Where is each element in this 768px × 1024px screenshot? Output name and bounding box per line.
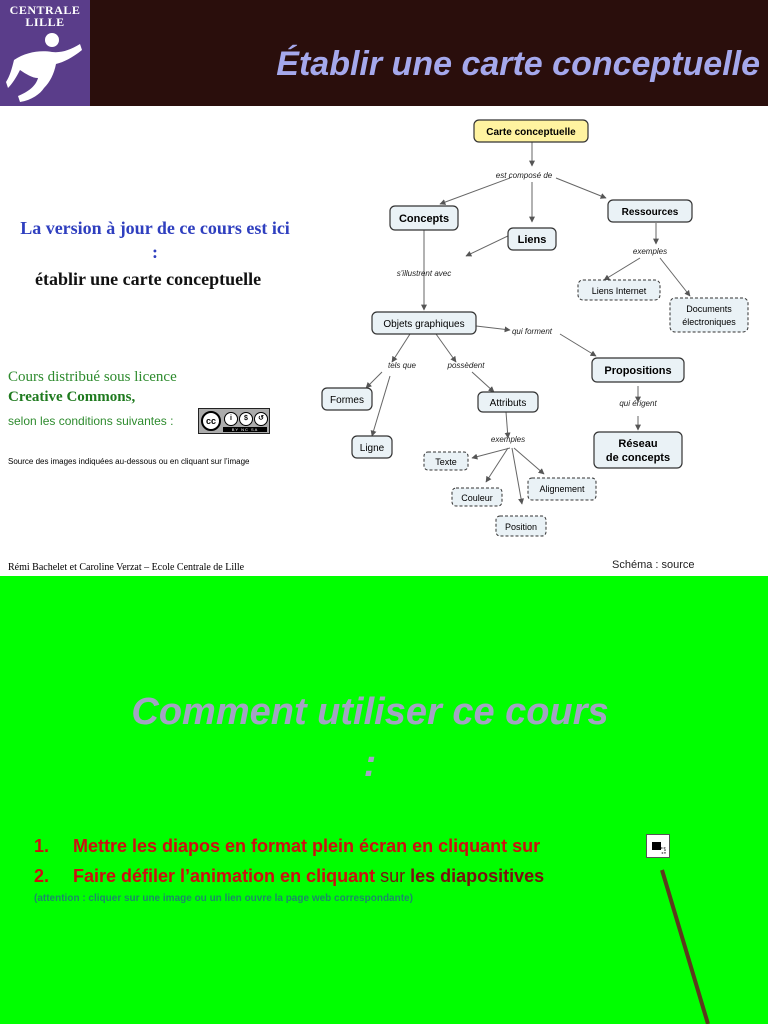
version-text: La version à jour de ce cours est ici : bbox=[20, 218, 290, 262]
authors: Rémi Bachelet et Caroline Verzat – Ecole Centrale de Lille bbox=[8, 562, 245, 573]
centrale-lille-logo[interactable] bbox=[0, 0, 90, 106]
svg-text:Réseau: Réseau bbox=[618, 438, 658, 450]
step-2-number: 2. bbox=[34, 866, 50, 886]
node-carte-conceptuelle bbox=[474, 120, 588, 142]
node-position bbox=[496, 516, 546, 536]
slide-title: Établir une carte conceptuelle bbox=[276, 45, 760, 83]
svg-text:Propositions: Propositions bbox=[604, 365, 672, 377]
cc-license-badge[interactable] bbox=[198, 408, 270, 434]
link-label-exemples-1: exemples bbox=[632, 247, 668, 256]
cc-icon: cc bbox=[201, 411, 221, 431]
svg-text:Liens Internet: Liens Internet bbox=[591, 286, 647, 296]
svg-text:Formes: Formes bbox=[330, 395, 364, 406]
step-2-text-c: les diapositives bbox=[410, 866, 545, 886]
license-line-1: Cours distribué sous licence bbox=[8, 369, 177, 385]
title-bar bbox=[0, 0, 768, 106]
node-concepts bbox=[390, 206, 458, 230]
sa-icon: ↺ bbox=[254, 412, 268, 426]
node-attributs bbox=[478, 392, 538, 412]
node-documents bbox=[670, 298, 748, 332]
node-liens bbox=[508, 228, 556, 250]
link-label-illustrent: s'illustrent avec bbox=[396, 269, 452, 278]
svg-text:Objets graphiques: Objets graphiques bbox=[383, 319, 465, 330]
svg-text:Ligne: Ligne bbox=[359, 443, 385, 454]
license-line-3: selon les conditions suivantes : bbox=[8, 414, 174, 428]
node-couleur bbox=[452, 488, 502, 506]
node-reseau-de-concepts bbox=[594, 432, 682, 468]
svg-text:de concepts: de concepts bbox=[605, 452, 671, 464]
node-formes bbox=[322, 388, 372, 410]
step-1-text: Mettre les diapos en format plein écran en cliquant sur bbox=[73, 836, 541, 856]
step-1-number: 1. bbox=[34, 836, 50, 856]
schema-source-link[interactable]: Schéma : source bbox=[612, 559, 695, 571]
source-note: Source des images indiquées au-dessous ou en cliquant sur l’image bbox=[8, 457, 250, 466]
cc-terms: BY NC SA bbox=[223, 427, 267, 432]
node-texte bbox=[424, 452, 468, 470]
node-ressources bbox=[608, 200, 692, 222]
warning-note: (attention : cliquer sur une image ou un lien ouvre la page web correspondante) bbox=[34, 893, 413, 904]
step-1 bbox=[34, 834, 540, 858]
license-creative-commons-link[interactable]: Creative Commons, bbox=[8, 389, 136, 405]
link-label-exemples-2: exemples bbox=[490, 435, 526, 444]
node-ligne bbox=[352, 436, 392, 458]
logo-text: CENTRALE LILLE bbox=[9, 3, 81, 29]
node-alignement bbox=[528, 478, 596, 500]
step-2-text-b: sur bbox=[375, 866, 411, 886]
svg-text:Documents: Documents bbox=[686, 304, 732, 314]
svg-text:Ressources: Ressources bbox=[621, 207, 679, 218]
svg-text:Concepts: Concepts bbox=[398, 213, 450, 225]
node-propositions bbox=[592, 358, 684, 382]
by-icon: i bbox=[224, 412, 238, 426]
link-label-tels-que: tels que bbox=[387, 361, 417, 370]
svg-text:Position: Position bbox=[504, 522, 538, 532]
node-liens-internet bbox=[578, 280, 660, 300]
nc-icon: $ bbox=[239, 412, 253, 426]
version-link[interactable]: établir une carte conceptuelle bbox=[35, 269, 262, 289]
step-2-text-a: Faire défiler l’animation en cliquant bbox=[73, 866, 376, 886]
concept-map-diagram[interactable] bbox=[300, 106, 768, 550]
svg-text:Liens: Liens bbox=[517, 234, 547, 246]
svg-text:Alignement: Alignement bbox=[539, 484, 585, 494]
pointer-stick-icon bbox=[640, 864, 720, 1024]
link-label-compose: est composé de bbox=[495, 171, 553, 180]
svg-text:Texte: Texte bbox=[435, 457, 457, 467]
node-objets-graphiques bbox=[372, 312, 476, 334]
link-label-possedent: possèdent bbox=[447, 361, 485, 370]
link-label-erigent: qui érigent bbox=[619, 399, 657, 408]
svg-text:électroniques: électroniques bbox=[682, 317, 736, 327]
svg-text:Carte conceptuelle: Carte conceptuelle bbox=[486, 127, 576, 138]
slide-2 bbox=[0, 576, 768, 1024]
svg-text:Attributs: Attributs bbox=[489, 398, 527, 409]
link-label-forment: qui forment bbox=[511, 327, 553, 336]
howto-title: Comment utiliser ce cours : bbox=[131, 691, 609, 785]
runner-figure-icon bbox=[6, 30, 84, 104]
step-2 bbox=[34, 864, 544, 888]
fullscreen-icon[interactable] bbox=[646, 834, 670, 858]
svg-text:Couleur: Couleur bbox=[461, 493, 493, 503]
